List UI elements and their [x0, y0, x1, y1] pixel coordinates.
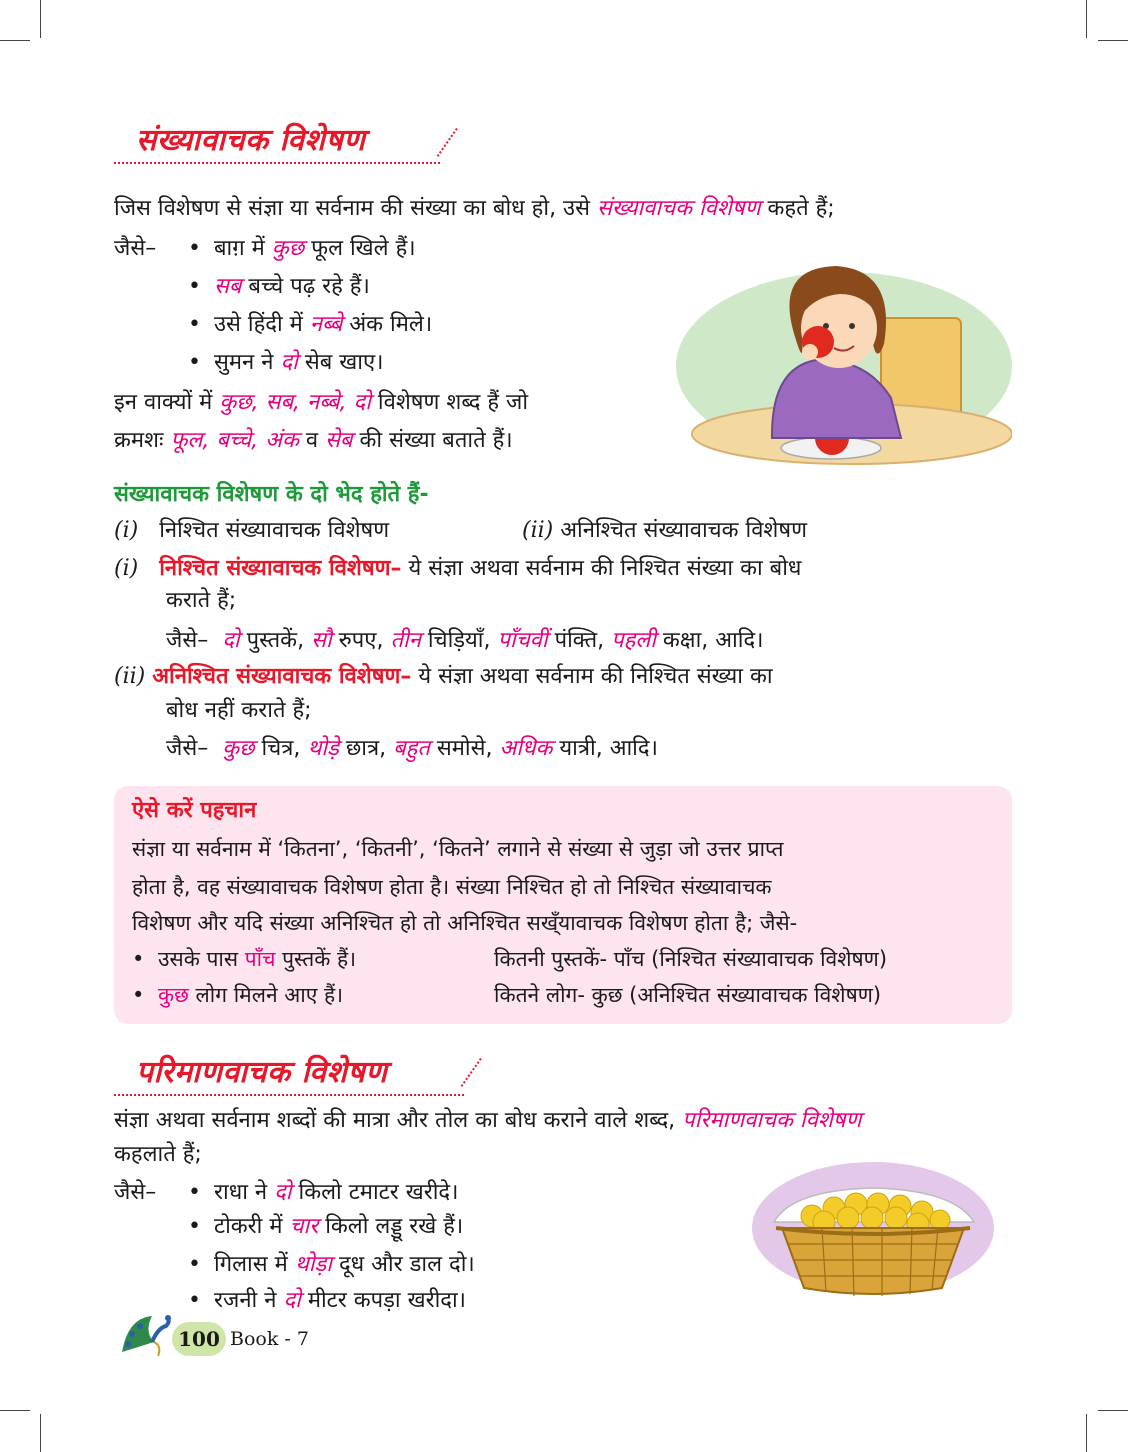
definite-definition-cont: कराते हैं; [166, 588, 237, 613]
book-label: Book - 7 [230, 1328, 309, 1350]
heading-slash [461, 1058, 484, 1088]
list-item: • टोकरी में चार किलो लड्डू रखे हैं। [188, 1214, 464, 1239]
crop-mark [1098, 1410, 1128, 1411]
identify-box-example: • कुछ लोग मिलने आए हैं। [132, 983, 344, 1007]
page-number: 100 [178, 1327, 220, 1351]
list-item: • राधा ने दो किलो टमाटर खरीदे। [188, 1180, 459, 1205]
indefinite-definition-cont: बोध नहीं कराते हैं; [166, 698, 312, 723]
examples-label: जैसे– [114, 1180, 157, 1205]
crop-mark [0, 1410, 30, 1411]
identify-box-example: • उसके पास पाँच पुस्तकें हैं। [132, 947, 357, 971]
section-title: संख्यावाचक विशेषण [136, 123, 366, 158]
summary-line: इन वाक्यों में कुछ, सब, नब्बे, दो विशेषण शब्द हैं जो [114, 390, 529, 415]
list-item: • सब बच्चे पढ़ रहे हैं। [188, 274, 370, 299]
definite-examples: जैसे– दो पुस्तकें, सौ रुपए, तीन चिड़ियाँ, पाँचवीं पंक्ति, पहली कक्षा, आदि। [166, 628, 764, 653]
crop-mark [40, 0, 41, 38]
types-heading: संख्यावाचक विशेषण के दो भेद होते हैं- [114, 482, 429, 507]
identify-box-line: संज्ञा या सर्वनाम में ‘कितना’, ‘कितनी’, ‘कितने’ लगाने से संख्या से जुड़ा जो उत्तर प्राप्त [132, 837, 784, 861]
heading-underline [114, 162, 440, 164]
type-item: (i) निश्चित संख्यावाचक विशेषण [114, 518, 390, 543]
crop-mark [40, 1414, 41, 1452]
laddoo-basket-illustration [752, 1160, 994, 1302]
crop-mark [1098, 40, 1128, 41]
heading-slash [437, 128, 460, 158]
list-item: • उसे हिंदी में नब्बे अंक मिले। [188, 312, 433, 337]
identify-box-line: विशेषण और यदि संख्या अनिश्चित हो तो अनिश्चित सख्ँयावाचक विशेषण होता है; जैसे- [132, 911, 798, 935]
heading-underline [114, 1094, 464, 1096]
list-item: • बाग़ में कुछ फूल खिले हैं। [188, 236, 416, 261]
definite-definition: (i) निश्चित संख्यावाचक विशेषण– ये संज्ञा अथवा सर्वनाम की निश्चित संख्या का बोध [114, 556, 802, 581]
indefinite-examples: जैसे– कुछ चित्र, थोड़े छात्र, बहुत समोसे, अधिक यात्री, आदि। [166, 736, 658, 761]
identify-box-title: ऐसे करें पहचान [132, 798, 257, 823]
crop-mark [1086, 0, 1087, 38]
type-item: (ii) अनिश्चित संख्यावाचक विशेषण [522, 518, 808, 543]
definition: जिस विशेषण से संज्ञा या सर्वनाम की संख्या का बोध हो, उसे संख्यावाचक विशेषण कहते हैं; [114, 196, 835, 221]
crop-mark [1086, 1414, 1087, 1452]
definition: संज्ञा अथवा सर्वनाम शब्दों की मात्रा और तोल का बोध कराने वाले शब्द, परिमाणवाचक विशेषण [114, 1108, 862, 1133]
list-item: • रजनी ने दो मीटर कपड़ा खरीदा। [188, 1288, 467, 1313]
examples-label: जैसे– [114, 236, 157, 261]
indefinite-definition: (ii) अनिश्चित संख्यावाचक विशेषण– ये संज्ञा अथवा सर्वनाम की निश्चित संख्या का [114, 664, 773, 689]
list-item: • सुमन ने दो सेब खाए। [188, 350, 384, 375]
identify-box-answer: कितने लोग- कुछ (अनिश्चित संख्यावाचक विशेषण) [494, 983, 882, 1007]
list-item: • गिलास में थोड़ा दूध और डाल दो। [188, 1252, 475, 1277]
crop-mark [0, 40, 30, 41]
section-title: परिमाणवाचक विशेषण [136, 1055, 388, 1090]
identify-box-answer: कितनी पुस्तकें- पाँच (निश्चित संख्यावाचक विशेषण) [494, 947, 888, 971]
summary-line: क्रमशः फूल, बच्चे, अंक व सेब की संख्या बताते हैं। [114, 428, 513, 453]
definition-cont: कहलाते हैं; [114, 1142, 202, 1167]
girl-eating-apple-illustration [676, 248, 1012, 466]
identify-box-line: होता है, वह संख्यावाचक विशेषण होता है। संख्या निश्चित हो तो निश्चित संख्यावाचक [132, 875, 772, 899]
